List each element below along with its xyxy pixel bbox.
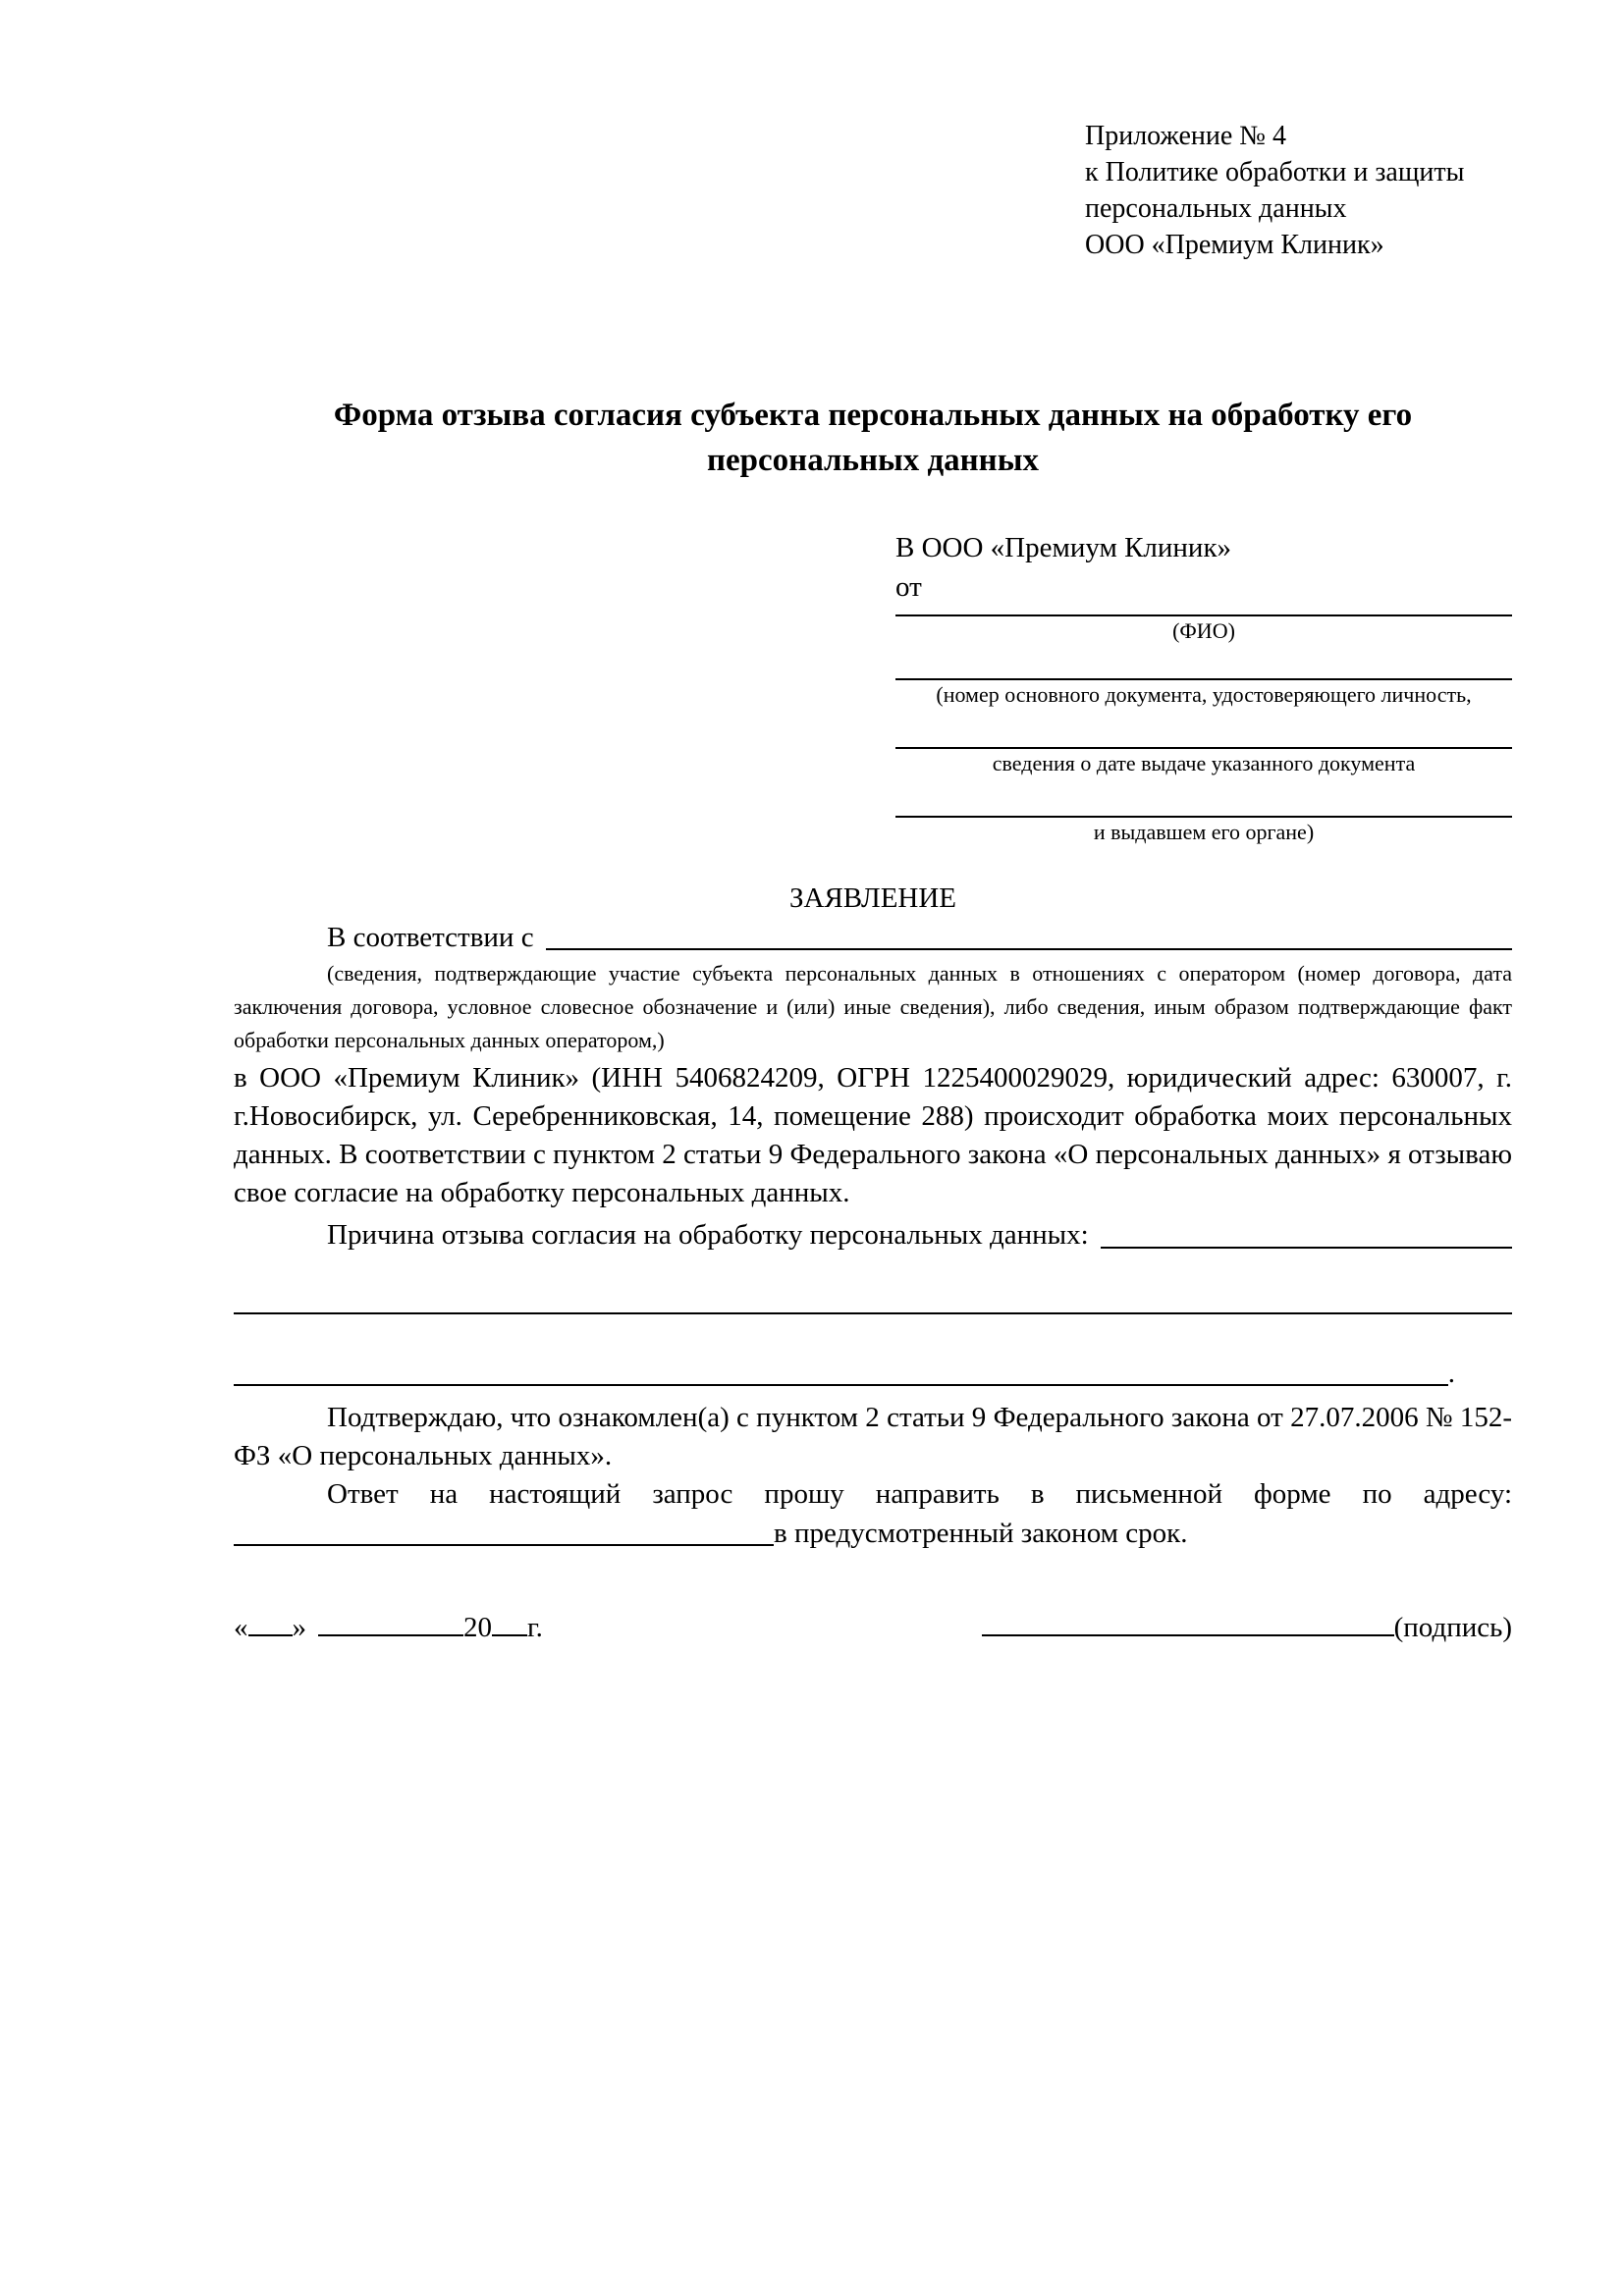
- date-century: 20: [463, 1612, 492, 1643]
- basis-prefix: В соответствии с: [327, 922, 534, 953]
- signature-field: [982, 1608, 1512, 1647]
- response-address-row: [234, 1514, 1512, 1553]
- date-open-quote: «: [234, 1612, 248, 1643]
- appendix-header: [1085, 118, 1512, 263]
- signature-footer: [234, 1608, 1512, 1647]
- reason-field-line: [1101, 1247, 1512, 1249]
- issuing-authority-caption: и выдавшем его органе): [1093, 820, 1315, 844]
- document-title: Форма отзыва согласия субъекта персональных данных на обработку его персональных данных: [333, 398, 1413, 478]
- document-content: [234, 118, 1512, 1647]
- addressee-block: [895, 528, 1512, 847]
- document-number-caption: (номер основного документа, удостоверяющего личность,: [936, 682, 1472, 707]
- appendix-header-line: персональных данных: [1085, 193, 1347, 224]
- response-request-text: Ответ на настоящий запрос прошу направить в письменной форме по адресу:: [327, 1478, 1512, 1510]
- fio-caption: (ФИО): [1172, 618, 1235, 643]
- acknowledgement-text: Подтверждаю, что ознакомлен(а) с пунктом 2 статьи 9 Федерального закона от 27.07.2006 № 152-ФЗ «О персональных данных».: [234, 1402, 1512, 1471]
- statement-body: в ООО «Премиум Клиник» (ИНН 5406824209, ОГРН 1225400029029, юридический адрес: 630007, г. г.Новосибирск, ул. Серебренниковская, 14, помещение 288) происходит обработка моих персональных данных. В соответствии с пунктом 2 статьи 9 Федерального закона «О персональных данных» я отзываю свое согласие на обработку персональных данных.: [234, 1062, 1512, 1208]
- basis-row: [234, 918, 1512, 957]
- reason-extra-line-2: [234, 1355, 1512, 1393]
- issue-date-caption: сведения о дате выдаче указанного документа: [992, 751, 1416, 775]
- reason-label: Причина отзыва согласия на обработку персональных данных:: [327, 1219, 1089, 1251]
- date-year-suffix: г.: [527, 1612, 543, 1643]
- date-day-line: [248, 1634, 293, 1636]
- appendix-header-line: Приложение № 4: [1085, 121, 1286, 151]
- appendix-header-line: ООО «Премиум Клиник»: [1085, 230, 1384, 260]
- basis-field-line: [546, 948, 1512, 950]
- appendix-header-line: к Политике обработки и защиты: [1085, 157, 1465, 187]
- date-month-line: [318, 1634, 463, 1636]
- basis-footnote: (сведения, подтверждающие участие субъекта персональных данных в отношениях с оператором (номер договора, дата заключения договора, условное словесное обозначение и (или) иные сведения), либо сведения, иным образом подтверждающие факт обработки персональных данных оператором,): [234, 961, 1512, 1052]
- date-year-line: [492, 1634, 527, 1636]
- reason-extra-line-2-rule: [234, 1384, 1448, 1386]
- statement-heading: ЗАЯВЛЕНИЕ: [788, 882, 957, 914]
- signature-caption: (подпись): [1393, 1612, 1512, 1643]
- reason-extra-line-1: [234, 1312, 1512, 1321]
- date-field: [234, 1608, 543, 1647]
- reason-extra-line-1-rule: [234, 1312, 1512, 1314]
- response-deadline-text: в предусмотренный законом срок.: [774, 1518, 1188, 1549]
- date-close-quote: »: [292, 1612, 306, 1643]
- reason-terminator: .: [1447, 1358, 1455, 1389]
- signature-line: [982, 1634, 1394, 1636]
- addressee-organization: В ООО «Премиум Клиник»: [895, 532, 1232, 563]
- address-field-line: [234, 1544, 774, 1546]
- reason-row: [234, 1214, 1512, 1255]
- addressee-from-label: от: [895, 571, 922, 603]
